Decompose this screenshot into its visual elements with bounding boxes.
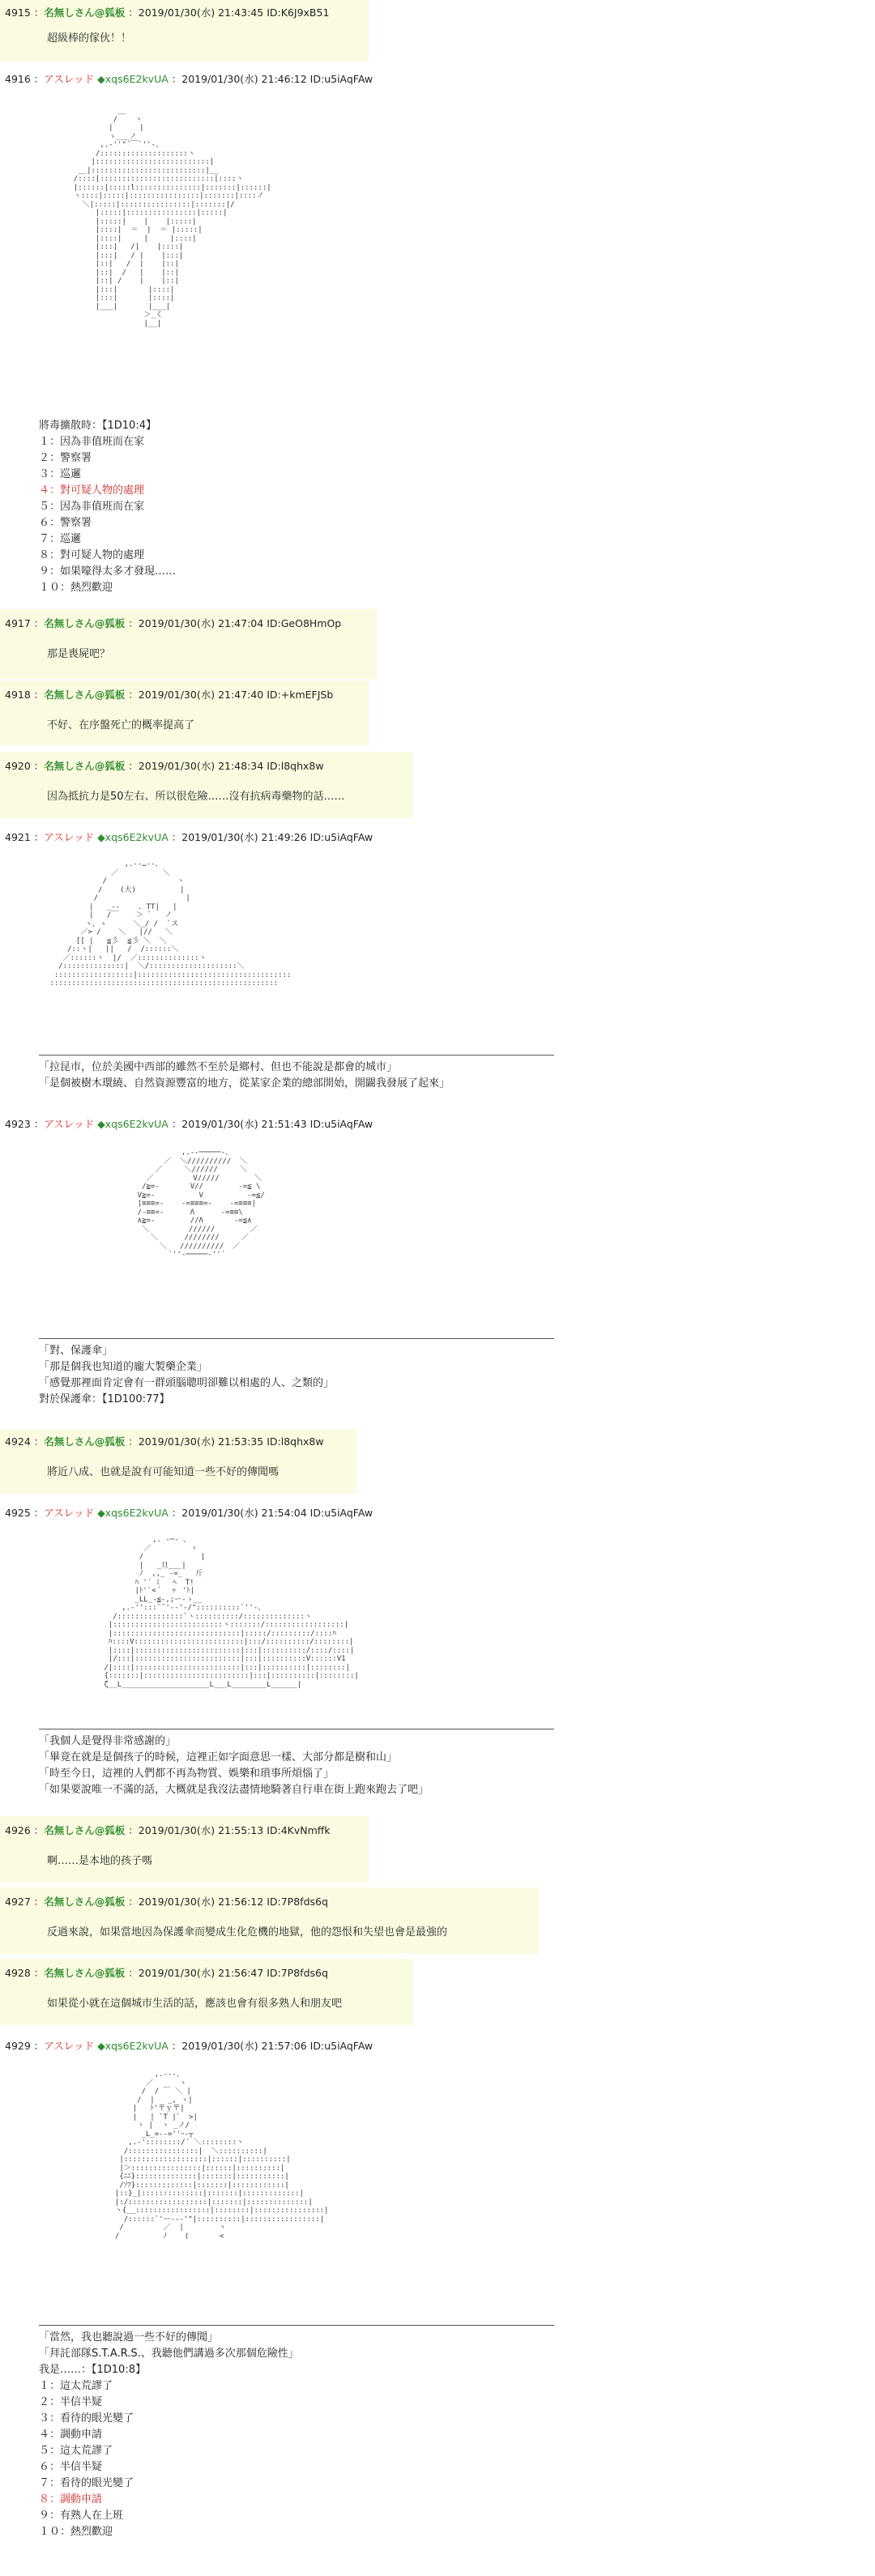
narration-line: 「畢竟在就是是個孩子的時候，這裡正如字面意思一樣、大部分都是樹和山」 [39, 1751, 398, 1764]
post-date: 2019/01/30(水) 21:54:04 [181, 1507, 307, 1519]
post-date: 2019/01/30(水) 21:55:13 [138, 1824, 264, 1836]
post-date: 2019/01/30(水) 21:51:43 [181, 1118, 307, 1130]
poster-name: 名無しさん@狐板 [44, 1824, 126, 1836]
poster-id[interactable]: ID:K6J9xB51 [267, 6, 330, 19]
roll-option: １０：熱烈歡迎 [39, 582, 113, 594]
narration [39, 1060, 450, 1092]
post-header: 4915 ：名無しさん@狐板 ：2019/01/30(水) 21:43:45 ID:K6J9xB51 [5, 6, 330, 19]
post-date: 2019/01/30(水) 21:53:35 [138, 1435, 264, 1448]
post-header: 4928 ：名無しさん@狐板 ：2019/01/30(水) 21:56:47 ID:7P8fds6q [5, 1967, 328, 1979]
poster-id[interactable]: ID:+kmEFJSb [267, 689, 334, 701]
poster-name: 名無しさん@狐板 [44, 689, 126, 701]
roll-option-selected: ４：對可疑人物的處理 [39, 484, 145, 497]
poster-name: 名無しさん@狐板 [44, 760, 126, 772]
poster-name: アスレッド [44, 1118, 95, 1130]
poster-id[interactable]: ID:u5iAqFAw [309, 73, 373, 85]
poster-id[interactable]: ID:4KvNmffk [267, 1824, 331, 1836]
poster-name: アスレッド [44, 831, 95, 843]
roll-title: 我是……：【1D10:8】 [39, 2364, 146, 2376]
poster-name: 名無しさん@狐板 [44, 1896, 126, 1908]
post-header: 4923 ：アスレッド ◆xqs6E2kvUA ：2019/01/30(水) 21:51:43 ID:u5iAqFAw [5, 1118, 373, 1130]
poster-id[interactable]: ID:l8qhx8w [267, 1435, 324, 1448]
roll-option: ５：因為非值班而在家 [39, 501, 145, 513]
post-number[interactable]: 4924 [5, 1435, 31, 1448]
post-header: 4927 ：名無しさん@狐板 ：2019/01/30(水) 21:56:12 ID:7P8fds6q [5, 1896, 328, 1908]
roll-option: ９：有熟人在上班 [39, 2510, 124, 2522]
post-header: 4917 ：名無しさん@狐板 ：2019/01/30(水) 21:47:04 ID:GeO8HmOp [5, 617, 342, 629]
divider [39, 1338, 554, 1339]
ascii-art-figure: ,. -─- 、 ／ ヽ / | | _旦___| ﾉ ,,_ ‐=_ 斤 ﾊ '´ ﾐ ﾍ ̄T! |ﾄ'`< ﾞ ヶ 'ﾄ| _LL_-≦-,;ー-ゝ__ ,.-'':::¨¨'‐-'-/"::::::::::`''‐、 /:::::::::::::::`ヽ::::::::::/::::::::::::::ヽ |:::::::::::::::::::::::::ヽ:::::::/::::::::::::::::::| |:::::::::::::::::::::::::::::|:::::/:::::::::/::::ﾊ ﾊ::::V:::::::::::::::::::::::::|:::/::::::::::/::::::::| |::::|::::::::::::::::::::::::|:::|::::::::::/::::/::::| |/:::|::::::::::::::::::::::::|:::|::::::::::V::::::V1 /|::::|::::::::::::::::::::::::|:::|::::::::::|::::::::| {:::::::|::::::::::::::::::::::::|:::|::::::::::|::::::::| ζ__L____________________L___L________L______| [104, 1536, 359, 1689]
post-header: 4920 ：名無しさん@狐板 ：2019/01/30(水) 21:48:34 ID:l8qhx8w [5, 760, 324, 772]
roll-option: ４：調動申請 [39, 2429, 103, 2441]
roll-option: ９：如果嚎得太多才發現…… [39, 565, 177, 578]
roll-list [39, 418, 176, 596]
poster-name: 名無しさん@狐板 [44, 617, 126, 629]
post-date: 2019/01/30(水) 21:57:06 [181, 2040, 307, 2052]
roll-option: ６：警察署 [39, 517, 92, 529]
post-header: 4916 ：アスレッド ◆xqs6E2kvUA ：2019/01/30(水) 21:46:12 ID:u5iAqFAw [5, 73, 373, 85]
roll-result: 對於保護傘：【1D100:77】 [39, 1393, 170, 1405]
roll-option-selected: ８：調動申請 [39, 2493, 103, 2506]
roll-option: １：這太荒謬了 [39, 2380, 113, 2392]
poster-id[interactable]: ID:u5iAqFAw [309, 2040, 373, 2052]
post-body: 反過來說，如果當地因為保護傘而變成生化危機的地獄，他的怨恨和失望也會是最強的 [47, 1926, 448, 1938]
roll-option: ８：對可疑人物的處理 [39, 549, 145, 561]
narration-line: 「是個被樹木環繞、自然資源豐富的地方，從某家企業的總部開始，開闢我發展了起來」 [39, 1077, 450, 1090]
roll-option: ３：巡邏 [39, 468, 82, 480]
post-body: 那是喪屍吧？ [47, 648, 111, 660]
post-number[interactable]: 4929 [5, 2040, 31, 2052]
roll-option: ６：半信半疑 [39, 2461, 103, 2473]
post-date: 2019/01/30(水) 21:48:34 [138, 760, 264, 772]
roll-option: ７：巡邏 [39, 533, 82, 545]
post-body: 不好、在序盤死亡的概率提高了 [47, 719, 195, 731]
poster-id[interactable]: ID:l8qhx8w [267, 760, 324, 772]
post-number[interactable]: 4925 [5, 1507, 31, 1519]
post-body: 如果從小就在這個城市生活的話，應該也會有很多熟人和朋友吧 [47, 1998, 343, 2010]
post-date: 2019/01/30(水) 21:43:45 [138, 6, 264, 19]
narration-line: 「感覺那裡面肯定會有一群頭腦聰明卻難以相處的人、之類的」 [39, 1377, 335, 1389]
ascii-art-figure: ,.-‐…‐-、 ／ ＼ / ヽ / (大) | / | | _-- . TT| | | /￣ ＞ ﾟ ノ ヽ、ゝ ＼_/ / `ス ／> / ＼ |// ＼ [[ | ≦彡 ≦彡 ＼ ＼ /::ヽ| || / /::::::＼ ／::::::ヽ |/ ／::::::::::::::ヽ /::::::::::::::| ＼/::::::::::::::::::::＼ ::::::::::::::::::|::::::::::::::::::::::::::::::::::: :::::::::::::::::::::::::::::::::::::::::::::::::::: [49, 860, 292, 987]
post-number[interactable]: 4926 [5, 1824, 31, 1836]
ascii-art-figure: __ / ヽ | | ゝ___ノ ,.‐''"´￣`''‐、 /::::::::::::::::::::ヽ |::::::::::::::::::::::::::| __|::::::::::::::::::::::::::|__ /::::|::::::::::::::::::::::::::|::::ヽ |::::::|:::::l:::::::::::::::|:::::::|::::::| ヽ::::|:::::|::::::::::::::::|:::::::|::::ノ ＼|:::::|::::::::::::::::|:::::::|/ |:::::|::::::::::::::::|:::::| |:::::| | |:::::| |::::| ＝ | ＝ |:::::| |::::| | |::::| |:::| /| |::::| |:::| / | |:::| |::| / | |::| |::| / | |::| |::| / | |::| |:::| |::::| |:::| |::::| |___| |___| ＞_く |__| [73, 107, 271, 328]
roll-option: ２：半信半疑 [39, 2396, 103, 2408]
poster-name: 名無しさん@狐板 [44, 1967, 126, 1979]
narration-line: 「拜託部隊S.T.A.R.S.、我聽他們講過多次那個危險性」 [39, 2348, 299, 2360]
roll-option: ７：看待的眼光變了 [39, 2477, 134, 2489]
umbrella-logo-art: ,.-‐─────-、 ／ ＼////////// ＼ ／ ＼////// ＼ ／ V///// ＼ /≧=- V// -=≦ \ V≧=- V -=≦/ |≡≡≡=- -=≡≡≡=- -=≡≡≡| /-≡≡=- Λ -=≡≡\ ∧≧=- //Λ -=≦∧ ＼ ////// ／ ＼ //////// ／ ＼ ////////// ／ `''‐─────‐''´ [137, 1149, 265, 1259]
poster-id[interactable]: ID:u5iAqFAw [309, 831, 373, 843]
narration [39, 1734, 429, 1798]
poster-id[interactable]: ID:7P8fds6q [267, 1896, 328, 1908]
post-body: 啊……是本地的孩子嗎 [47, 1855, 153, 1867]
poster-id[interactable]: ID:u5iAqFAw [309, 1118, 373, 1130]
roll-option: ５：這太荒謬了 [39, 2445, 113, 2457]
poster-trip: ◆xqs6E2kvUA [97, 2040, 169, 2052]
post-number[interactable]: 4927 [5, 1896, 31, 1908]
poster-name: 名無しさん@狐板 [44, 1435, 126, 1448]
roll-option: ２：警察署 [39, 452, 92, 464]
post-header: 4918 ：名無しさん@狐板 ：2019/01/30(水) 21:47:40 ID:+kmEFJSb [5, 689, 334, 701]
poster-trip: ◆xqs6E2kvUA [97, 1118, 169, 1130]
post-number[interactable]: 4916 [5, 73, 31, 85]
roll-option: １：因為非值班而在家 [39, 436, 145, 448]
poster-id[interactable]: ID:7P8fds6q [267, 1967, 328, 1979]
narration-line: 「對、保護傘」 [39, 1345, 113, 1357]
post-number[interactable]: 4915 [5, 6, 31, 19]
post-header: 4924 ：名無しさん@狐板 ：2019/01/30(水) 21:53:35 ID:l8qhx8w [5, 1435, 324, 1448]
post-header: 4925 ：アスレッド ◆xqs6E2kvUA ：2019/01/30(水) 21:54:04 ID:u5iAqFAw [5, 1507, 373, 1519]
roll-list [39, 2330, 299, 2540]
narration [39, 1343, 334, 1408]
narration-line: 「當然，我也聽說過一些不好的傳聞」 [39, 2331, 219, 2344]
post-header: 4929 ：アスレッド ◆xqs6E2kvUA ：2019/01/30(水) 21:57:06 ID:u5iAqFAw [5, 2040, 373, 2052]
poster-name: アスレッド [44, 1507, 95, 1519]
narration-line: 「我個人是覺得非常感謝的」 [39, 1735, 177, 1747]
narration-line: 「拉昆市，位於美國中西部的雖然不至於是鄉村、但也不能說是都會的城市」 [39, 1061, 398, 1073]
roll-title: 將毒擴散時：【1D10:4】 [39, 420, 156, 432]
post-date: 2019/01/30(水) 21:56:47 [138, 1967, 264, 1979]
poster-trip: ◆xqs6E2kvUA [97, 831, 169, 843]
narration-line: 「時至今日，這裡的人們都不再為物質、娛樂和瑣事所煩惱了」 [39, 1768, 335, 1780]
narration-line: 「那是個我也知道的龐大製藥企業」 [39, 1361, 208, 1373]
post-header: 4921 ：アスレッド ◆xqs6E2kvUA ：2019/01/30(水) 21:49:26 ID:u5iAqFAw [5, 831, 373, 843]
roll-option: ３：看待的眼光變了 [39, 2412, 134, 2425]
poster-name: アスレッド [44, 73, 95, 85]
post-body: 因為抵抗力是50左右、所以很危險……沒有抗病毒藥物的話…… [47, 791, 345, 803]
poster-trip: ◆xqs6E2kvUA [97, 1507, 169, 1519]
post-date: 2019/01/30(水) 21:47:04 [138, 617, 264, 629]
post-number[interactable]: 4923 [5, 1118, 31, 1130]
post-date: 2019/01/30(水) 21:49:26 [181, 831, 307, 843]
post-header: 4926 ：名無しさん@狐板 ：2019/01/30(水) 21:55:13 ID:4KvNmffk [5, 1824, 331, 1836]
poster-name: アスレッド [44, 2040, 95, 2052]
post-date: 2019/01/30(水) 21:47:40 [138, 689, 264, 701]
post-date: 2019/01/30(水) 21:46:12 [181, 73, 307, 85]
post-number[interactable]: 4928 [5, 1967, 31, 1979]
poster-id[interactable]: ID:GeO8HmOp [267, 617, 342, 629]
roll-option: １０：熱烈歡迎 [39, 2526, 113, 2538]
poster-trip: ◆xqs6E2kvUA [97, 73, 169, 85]
post-date: 2019/01/30(水) 21:56:12 [138, 1896, 264, 1908]
post-number[interactable]: 4921 [5, 831, 31, 843]
post-body: 超級棒的傢伙！！ [47, 32, 132, 45]
narration-line: 「如果要說唯一不滿的話，大概就是我沒法盡情地騎著自行車在街上跑來跑去了吧」 [39, 1784, 429, 1796]
post-number[interactable]: 4918 [5, 689, 31, 701]
ascii-art-figure: ,.-‐-、 ／ ヽ / / ￣ ＼ | / | _, ヽ| | ﾄ'〒ｙ〒| | | `T |ﾞ >| ヽ | ヽ _ノ/ _L_=-‐=''ｰ‐┬ ,.-'::::::::/´ ＼::::::::ヽ /::::::::::::::::| ＼::::::::::| |:::::::::::::::::::|::::::|::::::::::| |＞::::::::::::::::|::::::|::::::::::| {ﾆﾆ}::::::::::::::|:::::::|:::::::::::| /ｿﾌ}:::::::::::::|:::::::|::::::::::::| |::}_|::::::::::::::|:::::::|:::::::::::::| |:/::::::::::::::::::|:::::::|::::::::::::::| ヽ{__:::::::::::::::::|::::::::|::::::::::::::::| /::::::`'ー--‐'"|::::::::::|:::::::::::::::::| / ／ | ヽ / ﾉ ( < [114, 2071, 329, 2241]
poster-name: 名無しさん@狐板 [44, 6, 126, 19]
post-number[interactable]: 4920 [5, 760, 31, 772]
poster-id[interactable]: ID:u5iAqFAw [309, 1507, 373, 1519]
divider [39, 2325, 554, 2326]
post-number[interactable]: 4917 [5, 617, 31, 629]
divider [39, 1055, 554, 1056]
post-body: 將近八成、也就是說有可能知道一些不好的傳聞嗎 [47, 1466, 280, 1478]
